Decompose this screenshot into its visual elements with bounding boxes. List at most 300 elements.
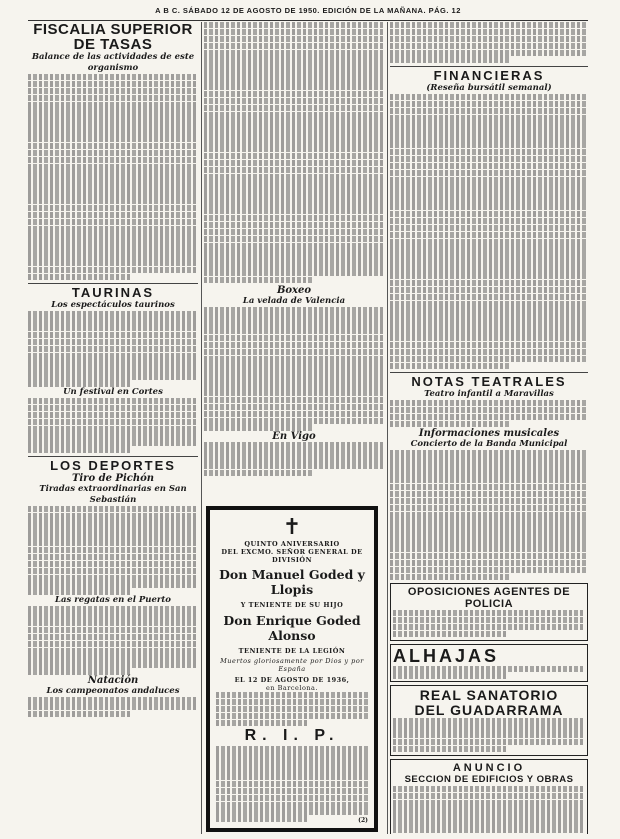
text-line xyxy=(393,610,585,616)
text-line xyxy=(390,170,588,176)
text-line xyxy=(28,697,198,703)
ad-sanatorio-body xyxy=(393,718,585,752)
text-line xyxy=(393,827,585,833)
text-line xyxy=(390,121,588,127)
text-line xyxy=(28,219,198,225)
text-line xyxy=(28,668,130,674)
text-line xyxy=(216,713,368,719)
text-line xyxy=(28,373,198,379)
tiradas-body xyxy=(28,506,198,595)
text-line xyxy=(390,128,588,134)
text-line xyxy=(28,260,198,266)
text-line xyxy=(204,208,384,214)
obituary-rank: DEL EXCMO. SEÑOR GENERAL DE DIVISIÓN xyxy=(221,548,363,564)
text-line xyxy=(28,641,198,647)
text-line xyxy=(390,456,588,462)
text-line xyxy=(204,63,384,69)
text-line xyxy=(204,180,384,186)
taurinas-article xyxy=(28,283,198,452)
text-line xyxy=(390,232,588,238)
text-line xyxy=(393,624,585,630)
text-line xyxy=(28,184,198,190)
text-line xyxy=(390,512,588,518)
text-line xyxy=(28,150,198,156)
text-line xyxy=(393,732,585,738)
text-line xyxy=(28,339,198,345)
ad-sanatorio-line2: DEL GUADARRAMA xyxy=(414,702,564,719)
text-line xyxy=(390,335,588,341)
text-line xyxy=(390,407,588,413)
text-line xyxy=(204,56,384,62)
text-line xyxy=(390,266,588,272)
text-line xyxy=(28,446,130,452)
obituary-name-2: Don Enrique Goded Alonso xyxy=(223,613,361,643)
text-line xyxy=(390,463,588,469)
text-line xyxy=(204,125,384,131)
regatas-subtitle: Las regatas en el Puerto xyxy=(55,595,171,606)
concierto-subtitle: Concierto de la Banda Municipal xyxy=(410,438,568,449)
text-line xyxy=(28,648,198,654)
notas-title: NOTAS TEATRALES xyxy=(390,372,588,389)
text-line xyxy=(393,725,585,731)
text-line xyxy=(204,98,384,104)
text-line xyxy=(28,627,198,633)
text-line xyxy=(28,540,198,546)
middle-top-body xyxy=(204,22,384,283)
text-line xyxy=(28,191,198,197)
text-line xyxy=(28,405,198,411)
text-line xyxy=(390,505,588,511)
text-line xyxy=(216,760,368,766)
text-line xyxy=(28,519,198,525)
text-line xyxy=(393,617,585,623)
regatas-body xyxy=(28,606,198,674)
text-line xyxy=(204,256,384,262)
text-line xyxy=(204,146,384,152)
text-line xyxy=(390,259,588,265)
text-line xyxy=(390,115,588,121)
text-line xyxy=(216,753,368,759)
text-line xyxy=(390,421,509,427)
text-line xyxy=(393,666,585,672)
text-line xyxy=(216,720,307,726)
text-line xyxy=(393,793,585,799)
obituary-place: en Barcelona. xyxy=(266,684,318,692)
text-line xyxy=(390,197,588,203)
text-line xyxy=(393,800,585,806)
text-line xyxy=(28,554,198,560)
text-line xyxy=(204,243,384,249)
obituary-son: Y TENIENTE DE SU HIJO xyxy=(240,601,344,609)
text-line xyxy=(204,229,384,235)
text-line xyxy=(204,411,384,417)
text-line xyxy=(390,525,588,531)
text-line xyxy=(216,699,368,705)
text-line xyxy=(28,398,198,404)
teatro-subtitle: Teatro infantil a Maravillas xyxy=(424,388,554,399)
text-line xyxy=(390,567,588,573)
text-line xyxy=(204,167,384,173)
text-line xyxy=(393,746,508,752)
text-line xyxy=(393,806,585,812)
text-line xyxy=(390,22,588,28)
text-line xyxy=(390,532,588,538)
text-line xyxy=(28,88,198,94)
ad-sanatorio-line1: REAL SANATORIO xyxy=(419,687,559,704)
text-line xyxy=(390,177,588,183)
text-line xyxy=(393,672,508,678)
text-line xyxy=(28,108,198,114)
text-line xyxy=(390,163,588,169)
text-line xyxy=(393,718,585,724)
financieras-title: FINANCIERAS xyxy=(390,66,588,83)
text-line xyxy=(390,546,588,552)
text-line xyxy=(28,170,198,176)
text-line xyxy=(390,518,588,524)
text-line xyxy=(28,366,198,372)
festival-body xyxy=(28,398,198,453)
column-middle xyxy=(204,22,384,492)
text-line xyxy=(390,218,588,224)
text-line xyxy=(28,613,198,619)
text-line xyxy=(204,470,312,476)
text-line xyxy=(204,321,384,327)
envigo-body xyxy=(204,442,384,476)
text-line xyxy=(28,311,198,317)
text-line xyxy=(204,201,384,207)
deportes-title: LOS DEPORTES xyxy=(28,456,198,473)
text-line xyxy=(204,463,384,469)
text-line xyxy=(390,498,588,504)
text-line xyxy=(390,349,588,355)
text-line xyxy=(390,36,588,42)
text-line xyxy=(204,70,384,76)
text-line xyxy=(204,236,384,242)
text-line xyxy=(204,390,384,396)
natacion-body xyxy=(28,697,198,717)
obituary-body-2 xyxy=(216,746,368,821)
fiscalia-body xyxy=(28,74,198,280)
text-line xyxy=(204,222,384,228)
text-line xyxy=(390,328,588,334)
text-line xyxy=(390,252,588,258)
text-line xyxy=(390,450,588,456)
text-line xyxy=(390,574,509,580)
obituary-date: EL 12 DE AGOSTO DE 1936, xyxy=(234,676,350,684)
text-line xyxy=(390,491,588,497)
text-line xyxy=(28,654,198,660)
text-line xyxy=(28,432,198,438)
column-right xyxy=(390,22,588,834)
text-line xyxy=(204,112,384,118)
text-line xyxy=(204,50,384,56)
text-line xyxy=(393,631,508,637)
text-line xyxy=(390,560,588,566)
text-line xyxy=(390,101,588,107)
tiradas-subtitle: Tiradas extraordinarias en San Sebastián xyxy=(39,483,187,505)
text-line xyxy=(390,56,509,62)
ad-alhajas-body xyxy=(393,666,585,679)
text-line xyxy=(28,332,198,338)
text-line xyxy=(204,36,384,42)
text-line xyxy=(28,419,198,425)
text-line xyxy=(393,739,585,745)
text-line xyxy=(204,43,384,49)
text-line xyxy=(390,273,588,279)
text-line xyxy=(204,174,384,180)
text-line xyxy=(28,74,198,80)
taurinas-body xyxy=(28,311,198,386)
text-line xyxy=(204,187,384,193)
text-line xyxy=(390,400,588,406)
text-line xyxy=(28,102,198,108)
text-line xyxy=(204,356,384,362)
text-line xyxy=(393,820,585,826)
newspaper-page xyxy=(28,6,588,834)
text-line xyxy=(393,786,585,792)
text-line xyxy=(390,239,588,245)
text-line xyxy=(204,456,384,462)
text-line xyxy=(204,369,384,375)
text-line xyxy=(28,346,198,352)
text-line xyxy=(390,211,588,217)
page-header: A B C. SÁBADO 12 DE AGOSTO DE 1950. EDICIÓN DE LA MAÑANA. PÁG. 12 xyxy=(28,6,588,21)
text-line xyxy=(28,226,198,232)
text-line xyxy=(28,198,198,204)
right-top-body xyxy=(390,22,588,63)
text-line xyxy=(204,139,384,145)
ad-anuncio-body xyxy=(393,786,585,834)
deportes-article xyxy=(28,456,198,718)
text-line xyxy=(390,156,588,162)
column-rule xyxy=(387,22,388,834)
text-line xyxy=(216,815,307,821)
text-line xyxy=(390,50,588,56)
text-line xyxy=(204,397,384,403)
text-line xyxy=(390,108,588,114)
text-line xyxy=(390,301,588,307)
column-left xyxy=(28,22,198,834)
text-line xyxy=(390,190,588,196)
text-line xyxy=(204,118,384,124)
text-line xyxy=(28,568,198,574)
text-line xyxy=(204,84,384,90)
text-line xyxy=(28,318,198,324)
text-line xyxy=(204,270,384,276)
text-line xyxy=(204,404,384,410)
obituary-body-1 xyxy=(216,692,368,726)
concierto-body xyxy=(390,450,588,580)
text-line xyxy=(28,359,198,365)
text-line xyxy=(204,362,384,368)
boxeo-subtitle: Boxeo xyxy=(276,285,312,297)
text-line xyxy=(204,376,384,382)
text-line xyxy=(216,781,368,787)
obituary-rip: R. I. P. xyxy=(244,727,340,745)
obituary-anniversary: QUINTO ANIVERSARIO xyxy=(244,540,340,548)
velada-body xyxy=(204,307,384,431)
festival-subtitle: Un festival en Cortes xyxy=(63,387,163,398)
text-line xyxy=(390,294,588,300)
text-line xyxy=(390,470,588,476)
text-line xyxy=(28,620,198,626)
text-line xyxy=(28,353,198,359)
text-line xyxy=(28,164,198,170)
text-line xyxy=(390,135,588,141)
ad-alhajas-title: ALHAJAS xyxy=(393,645,500,666)
text-line xyxy=(28,634,198,640)
text-line xyxy=(216,808,368,814)
text-line xyxy=(28,143,198,149)
text-line xyxy=(204,383,384,389)
fiscalia-subtitle: Balance de las actividades de este organismo xyxy=(31,52,195,73)
text-line xyxy=(216,692,368,698)
ad-sanatorio xyxy=(390,685,588,755)
text-line xyxy=(216,706,368,712)
envigo-subtitle: En Vigo xyxy=(272,431,316,443)
ad-policia-body xyxy=(393,610,585,637)
text-line xyxy=(204,449,384,455)
text-line xyxy=(28,325,198,331)
text-line xyxy=(390,539,588,545)
text-line xyxy=(204,215,384,221)
tiro-subtitle: Tiro de Pichón xyxy=(71,472,155,484)
text-line xyxy=(28,95,198,101)
text-line xyxy=(204,277,312,283)
text-line xyxy=(390,414,588,420)
text-line xyxy=(204,335,384,341)
text-line xyxy=(28,380,130,386)
text-line xyxy=(390,356,588,362)
text-line xyxy=(204,153,384,159)
text-line xyxy=(390,204,588,210)
text-line xyxy=(28,412,198,418)
text-line xyxy=(28,205,198,211)
text-line xyxy=(204,342,384,348)
text-line xyxy=(390,477,588,483)
ad-anuncio-title: ANUNCIO xyxy=(452,761,526,774)
text-line xyxy=(28,533,198,539)
ad-alhajas xyxy=(390,644,588,683)
text-line xyxy=(28,232,198,238)
text-line xyxy=(28,606,198,612)
text-line xyxy=(204,349,384,355)
text-line xyxy=(28,561,198,567)
text-line xyxy=(390,287,588,293)
obituary-rank-2: TENIENTE DE LA LEGIÓN xyxy=(238,647,346,655)
ad-policia-title: OPOSICIONES AGENTES DE POLICIA xyxy=(407,585,571,610)
text-line xyxy=(204,22,384,28)
taurinas-subtitle: Los espectáculos taurinos xyxy=(51,300,175,311)
ad-policia xyxy=(390,583,588,641)
natacion-subtitle-2: Los campeonatos andaluces xyxy=(46,686,180,697)
text-line xyxy=(28,267,198,273)
financieras-subtitle: (Reseña bursátil semanal) xyxy=(426,82,552,93)
text-line xyxy=(390,363,509,369)
text-line xyxy=(216,795,368,801)
text-line xyxy=(204,328,384,334)
text-line xyxy=(28,212,198,218)
text-line xyxy=(390,225,588,231)
obituary-name-1: Don Manuel Goded y Llopis xyxy=(219,567,365,597)
text-line xyxy=(28,506,198,512)
obituary-note: Muertos gloriosamente por Dios y por España xyxy=(220,657,364,673)
text-line xyxy=(216,774,368,780)
text-line xyxy=(204,442,384,448)
fiscalia-title: FISCALIA SUPERIOR DE TASAS xyxy=(33,22,193,53)
text-line xyxy=(390,43,588,49)
text-line xyxy=(28,122,198,128)
text-line xyxy=(204,314,384,320)
text-line xyxy=(390,29,588,35)
text-line xyxy=(390,183,588,189)
fiscalia-article xyxy=(28,22,198,280)
text-line xyxy=(204,160,384,166)
financieras-body xyxy=(390,94,588,369)
informaciones-subtitle: Informaciones musicales xyxy=(418,427,560,439)
column-rule xyxy=(201,22,202,834)
text-line xyxy=(204,91,384,97)
text-line xyxy=(28,661,198,667)
text-line xyxy=(28,253,198,259)
text-line xyxy=(390,149,588,155)
text-line xyxy=(204,424,312,430)
text-line xyxy=(204,29,384,35)
text-line xyxy=(216,746,368,752)
text-line xyxy=(28,581,198,587)
ad-anuncio xyxy=(390,759,588,834)
cross-icon: ✝ xyxy=(282,515,302,540)
text-line xyxy=(28,274,130,280)
text-line xyxy=(28,704,198,710)
text-line xyxy=(204,249,384,255)
text-line xyxy=(216,788,368,794)
text-line xyxy=(28,129,198,135)
text-line xyxy=(204,77,384,83)
text-line xyxy=(28,81,198,87)
text-line xyxy=(390,484,588,490)
ad-anuncio-subtitle: SECCION DE EDIFICIOS Y OBRAS xyxy=(404,773,574,785)
text-line xyxy=(28,513,198,519)
text-line xyxy=(390,342,588,348)
teatro-body xyxy=(390,400,588,427)
text-line xyxy=(28,711,130,717)
text-line xyxy=(390,553,588,559)
text-line xyxy=(28,136,198,142)
text-line xyxy=(216,802,368,808)
text-line xyxy=(28,439,198,445)
obituary-box xyxy=(206,506,378,832)
text-line xyxy=(216,767,368,773)
taurinas-title: TAURINAS xyxy=(28,283,198,300)
text-line xyxy=(28,426,198,432)
text-line xyxy=(28,246,198,252)
text-line xyxy=(390,142,588,148)
text-line xyxy=(390,314,588,320)
text-line xyxy=(28,575,198,581)
text-line xyxy=(204,263,384,269)
text-line xyxy=(28,526,198,532)
text-line xyxy=(204,132,384,138)
text-line xyxy=(204,307,384,313)
text-line xyxy=(204,418,384,424)
text-line xyxy=(393,813,585,819)
text-line xyxy=(28,239,198,245)
text-line xyxy=(28,588,130,594)
obituary-number: (2) xyxy=(358,817,368,824)
text-line xyxy=(28,177,198,183)
velada-subtitle: La velada de Valencia xyxy=(242,296,346,307)
